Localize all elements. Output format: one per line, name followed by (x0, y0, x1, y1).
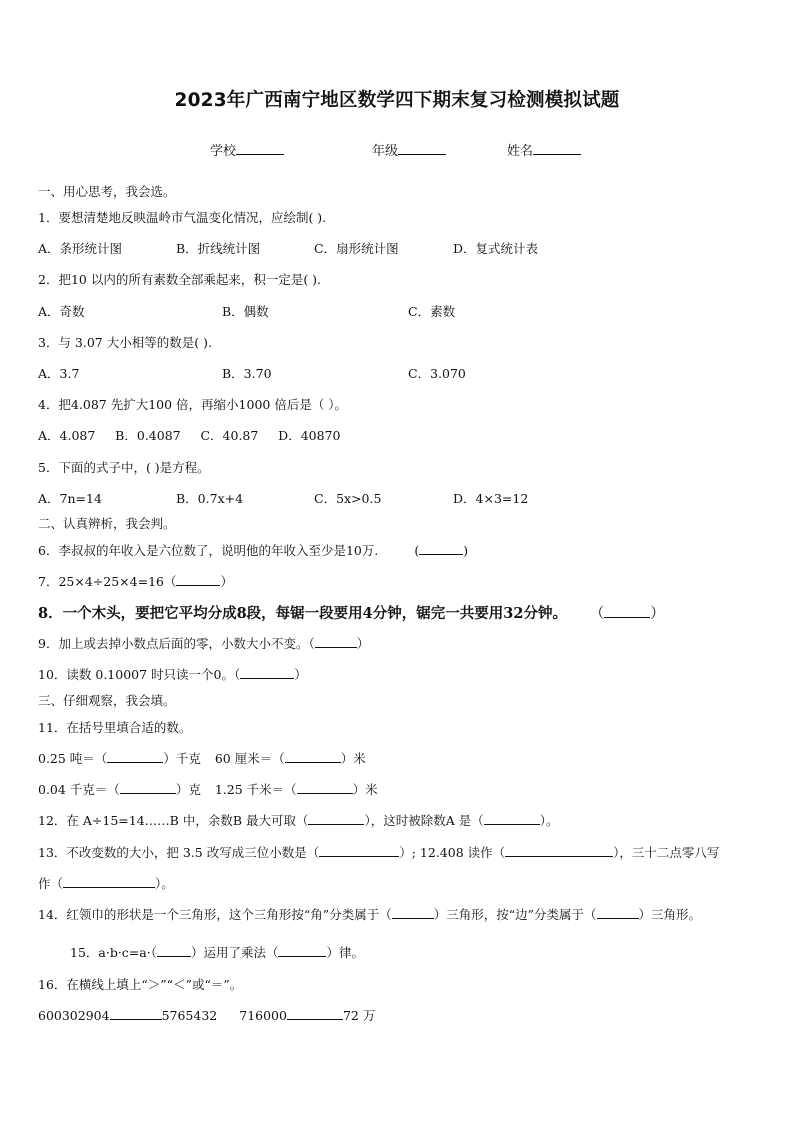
q2-option-a[interactable]: A．奇数 (38, 304, 85, 319)
q14-blank-angle[interactable] (392, 906, 434, 919)
q5-option-b[interactable]: B．0.7x+4 (176, 491, 244, 506)
q11-blank-tons[interactable] (107, 750, 163, 763)
question-6: 6．李叔叔的年收入是六位数了，说明他的年收入至少是10万. ( ) (38, 543, 469, 558)
q2-option-b[interactable]: B．偶数 (222, 304, 269, 319)
q16-row: 600302904 5765432 716000 72 万 (38, 1008, 376, 1023)
section-1-heading: 一、用心思考，我会选。 (38, 184, 176, 199)
q1-option-c[interactable]: C．扇形统计图 (314, 241, 399, 256)
question-1: 1．要想清楚地反映温岭市气温变化情况，应绘制( ). (38, 210, 327, 225)
q11-row-1: 0.25 吨＝（ ）千克 60 厘米＝（ ）米 (38, 751, 366, 766)
q13-blank-3[interactable] (63, 875, 155, 888)
section-3-heading: 三、仔细观察，我会填。 (38, 693, 176, 708)
question-16: 16．在横线上填上“＞”“＜”或“＝”。 (38, 977, 243, 992)
q3-option-b[interactable]: B．3.70 (222, 366, 272, 381)
q1-option-b[interactable]: B．折线统计图 (176, 241, 261, 256)
q10-answer-blank[interactable] (240, 666, 294, 679)
q14-blank-side[interactable] (597, 906, 639, 919)
q11-row-2: 0.04 千克＝（ ）克 1.25 千米＝（ ）米 (38, 782, 378, 797)
q5-option-d[interactable]: D．4×3=12 (453, 491, 529, 506)
question-11: 11．在括号里填合适的数。 (38, 720, 192, 735)
q3-option-a[interactable]: A．3.7 (38, 366, 80, 381)
question-7: 7．25×4÷25×4=16（ ） (38, 574, 233, 589)
name-blank[interactable] (533, 142, 581, 155)
q5-option-a[interactable]: A．7n=14 (38, 491, 102, 506)
question-13-cont: 作（ ）。 (38, 876, 174, 891)
q1-option-d[interactable]: D．复式统计表 (453, 241, 539, 256)
q12-blank-remainder[interactable] (308, 812, 364, 825)
question-4: 4．把4.087 先扩大100 倍，再缩小1000 倍后是（ ）。 (38, 397, 348, 412)
section-2-heading: 二、认真辨析，我会判。 (38, 516, 176, 531)
grade-blank[interactable] (398, 142, 446, 155)
question-10: 10．读数 0.10007 时只读一个0。（ ） (38, 667, 307, 682)
question-13: 13．不改变数的大小，把 3.5 改写成三位小数是（ ）; 12.408 读作（ ），三十二点零八写 (38, 845, 720, 860)
q15-blank-1[interactable] (157, 944, 191, 957)
q16-blank-1[interactable] (110, 1007, 162, 1020)
q11-blank-km[interactable] (297, 781, 353, 794)
q9-answer-blank[interactable] (315, 635, 357, 648)
q16-blank-2[interactable] (287, 1007, 343, 1020)
school-blank[interactable] (236, 142, 284, 155)
q12-blank-dividend[interactable] (484, 812, 540, 825)
q8-answer-blank[interactable] (604, 605, 650, 618)
page-title: 2023年广西南宁地区数学四下期末复习检测模拟试题 (174, 90, 620, 111)
question-15: 15．a·b·c=a·（ ）运用了乘法（ ）律。 (70, 945, 364, 960)
q2-option-c[interactable]: C．素数 (408, 304, 456, 319)
q5-option-c[interactable]: C．5x>0.5 (314, 491, 382, 506)
q11-blank-cm[interactable] (285, 750, 341, 763)
question-14: 14．红领巾的形状是一个三角形，这个三角形按“角”分类属于（ ）三角形，按“边”分类属于（ ）三角形。 (38, 907, 702, 922)
q11-blank-kg[interactable] (120, 781, 176, 794)
school-field: 学校 (210, 140, 284, 159)
q1-option-a[interactable]: A．条形统计图 (38, 241, 123, 256)
q13-blank-1[interactable] (319, 844, 399, 857)
q13-blank-2[interactable] (505, 844, 613, 857)
grade-field: 年级 (372, 140, 446, 159)
q4-options[interactable]: A．4.087 B．0.4087 C．40.87 D．40870 (38, 428, 341, 443)
name-field: 姓名 (507, 140, 581, 159)
question-9: 9．加上或去掉小数点后面的零，小数大小不变。（ ） (38, 636, 370, 651)
q7-answer-blank[interactable] (176, 573, 220, 586)
question-5: 5．下面的式子中，( )是方程。 (38, 460, 210, 475)
question-3: 3．与 3.07 大小相等的数是( ). (38, 335, 212, 350)
q3-option-c[interactable]: C．3.070 (408, 366, 466, 381)
question-12: 12．在 A÷15=14……B 中，余数B 最大可取（ ），这时被除数A 是（ ）。 (38, 813, 559, 828)
question-8: 8．一个木头，要把它平均分成8段，每锯一段要用4分钟，锯完一共要用32分钟。 （ ） (38, 605, 665, 622)
q15-blank-2[interactable] (278, 944, 326, 957)
question-2: 2．把10 以内的所有素数全部乘起来，积一定是( ). (38, 272, 322, 287)
q6-answer-blank[interactable] (419, 542, 463, 555)
